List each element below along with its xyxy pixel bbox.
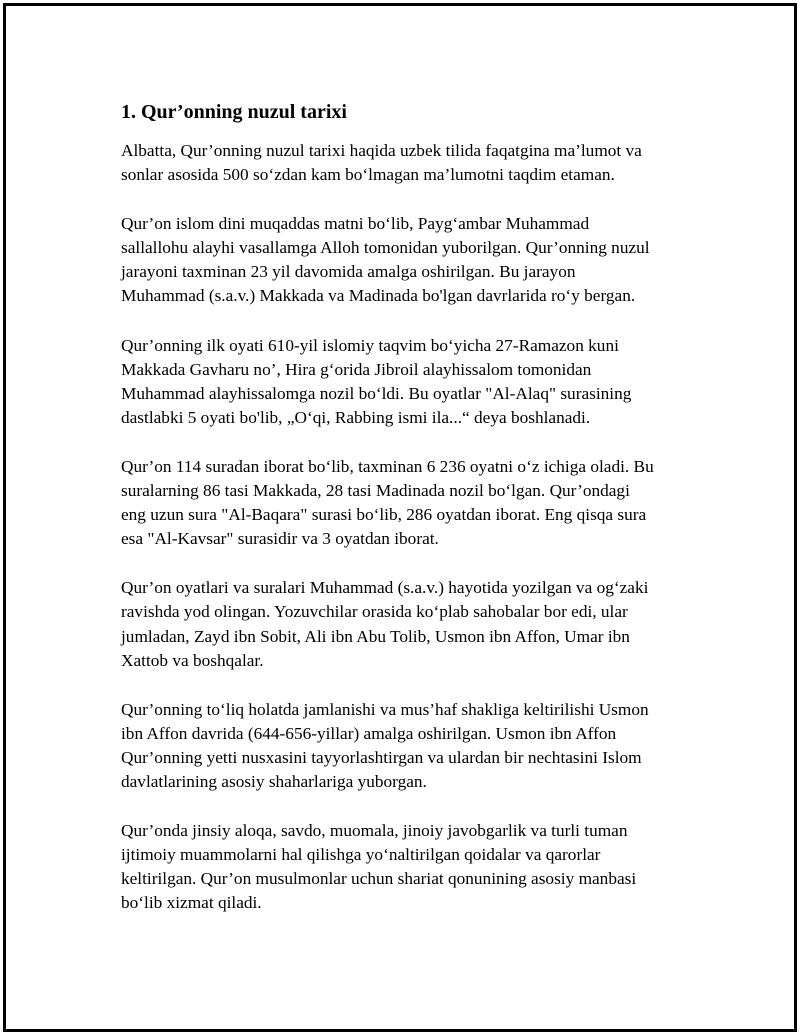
page-title: 1. Qur’onning nuzul tarixi — [121, 101, 347, 123]
text-line: Qur’onda jinsiy aloqa, savdo, muomala, jinoiy javobgarlik va turli tuman — [121, 821, 628, 841]
paragraph — [121, 819, 711, 915]
text-line: ravishda yod olingan. Yozuvchilar orasida ko‘plab sahobalar bor edi, ular — [121, 602, 628, 622]
text-line: bo‘lib xizmat qiladi. — [121, 893, 262, 913]
text-line: jarayoni taxminan 23 yil davomida amalga oshirilgan. Bu jarayon — [121, 262, 576, 282]
text-line: dastlabki 5 oyati bo'lib, „O‘qi, Rabbing ismi ila...“ deya boshlanadi. — [121, 407, 591, 427]
text-line: eng uzun sura "Al-Baqara" surasi bo‘lib, 286 oyatdan iborat. Eng qisqa sura — [121, 505, 647, 525]
document-body — [121, 98, 711, 940]
text-line: Makkada Gavharu no’, Hira g‘orida Jibroil alayhissalom tomonidan — [121, 359, 592, 379]
text-line: esa "Al-Kavsar" surasidir va 3 oyatdan iborat. — [121, 529, 439, 549]
text-line: Qur’on oyatlari va suralari Muhammad (s.a.v.) hayotida yozilgan va og‘zaki — [121, 578, 649, 598]
text-line: suralarning 86 tasi Makkada, 28 tasi Madinada nozil bo‘lgan. Qur’ondagi — [121, 481, 630, 501]
text-line: sallallohu alayhi vasallamga Alloh tomonidan yuborilgan. Qur’onning nuzul — [121, 238, 650, 258]
text-line: jumladan, Zayd ibn Sobit, Ali ibn Abu Tolib, Usmon ibn Affon, Umar ibn — [121, 626, 630, 646]
text-line: Muhammad (s.a.v.) Makkada va Madinada bo'lgan davrlarida ro‘y bergan. — [121, 286, 636, 306]
paragraph — [121, 576, 711, 672]
text-line: Qur’on 114 suradan iborat bo‘lib, taxminan 6 236 oyatni o‘z ichiga oladi. Bu — [121, 456, 654, 476]
text-line: Qur’onning yetti nusxasini tayyorlashtirgan va ulardan bir nechtasini Islom — [121, 747, 642, 767]
text-line: ijtimoiy muammolarni hal qilishga yo‘naltirilgan qoidalar va qarorlar — [121, 845, 601, 865]
paragraph — [121, 455, 711, 551]
text-line: Qur’on islom dini muqaddas matni bo‘lib, Payg‘ambar Muhammad — [121, 214, 590, 234]
paragraph — [121, 334, 711, 430]
text-line: Qur’onning to‘liq holatda jamlanishi va mus’haf shakliga keltirilishi Usmon — [121, 699, 649, 719]
paragraph — [121, 698, 711, 794]
text-line: sonlar asosida 500 so‘zdan kam bo‘lmagan ma’lumotni taqdim etaman. — [121, 165, 615, 185]
text-line: Xattob va boshqalar. — [121, 650, 264, 670]
text-line: keltirilgan. Qur’on musulmonlar uchun shariat qonunining asosiy manbasi — [121, 869, 637, 889]
text-line: Muhammad alayhissalomga nozil bo‘ldi. Bu oyatlar "Al-Alaq" surasining — [121, 383, 632, 403]
paragraph — [121, 212, 711, 308]
text-line: davlatlarining asosiy shaharlariga yuborgan. — [121, 771, 427, 791]
text-line: ibn Affon davrida (644-656-yillar) amalga oshirilgan. Usmon ibn Affon — [121, 723, 617, 743]
page-frame — [3, 3, 797, 1032]
paragraph — [121, 139, 711, 187]
text-line: Albatta, Qur’onning nuzul tarixi haqida uzbek tilida faqatgina ma’lumot va — [121, 141, 642, 160]
text-line: Qur’onning ilk oyati 610-yil islomiy taqvim bo‘yicha 27-Ramazon kuni — [121, 335, 619, 355]
